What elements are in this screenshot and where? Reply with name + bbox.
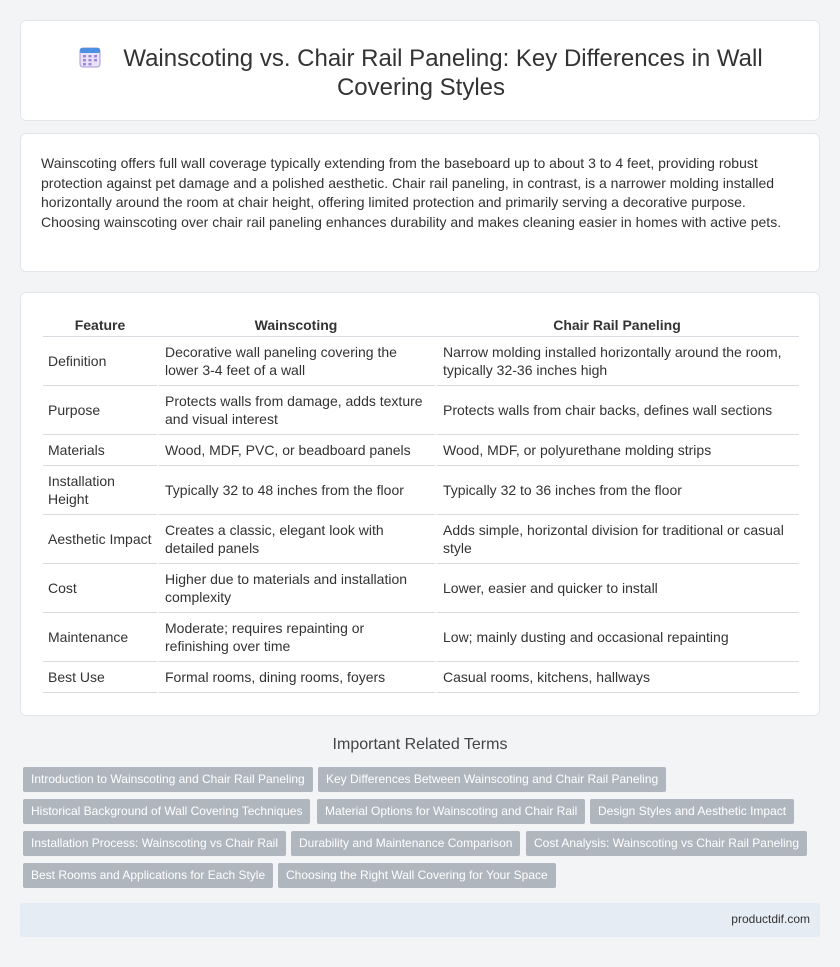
table-row [43, 337, 799, 386]
table-row [43, 613, 799, 662]
chair-rail-cell: Protects walls from chair backs, defines wall sections [435, 386, 799, 435]
feature-cell: Purpose [43, 386, 157, 435]
header-feature: Feature [43, 311, 157, 337]
table-header-row [43, 311, 799, 337]
wainscoting-cell: Creates a classic, elegant look with detailed panels [157, 515, 435, 564]
header-wainscoting: Wainscoting [157, 311, 435, 337]
related-tag-installation-process[interactable]: Installation Process: Wainscoting vs Chair Rail [23, 831, 286, 856]
chair-rail-cell: Narrow molding installed horizontally around the room, typically 32-36 inches high [435, 337, 799, 386]
feature-cell: Definition [43, 337, 157, 386]
related-terms-title: Important Related Terms [332, 736, 508, 753]
related-tag-design-styles[interactable]: Design Styles and Aesthetic Impact [590, 799, 794, 824]
table-row [43, 515, 799, 564]
wainscoting-cell: Formal rooms, dining rooms, foyers [157, 662, 435, 693]
related-tag-durability-maintenance[interactable]: Durability and Maintenance Comparison [291, 831, 520, 856]
footer-bar [20, 903, 820, 937]
chair-rail-cell: Adds simple, horizontal division for traditional or casual style [435, 515, 799, 564]
intro-card [20, 133, 820, 272]
feature-cell: Cost [43, 564, 157, 613]
wainscoting-cell: Decorative wall paneling covering the lower 3-4 feet of a wall [157, 337, 435, 386]
table-row [43, 466, 799, 515]
related-tag-material-options[interactable]: Material Options for Wainscoting and Chair Rail [317, 799, 585, 824]
intro-paragraph: Wainscoting offers full wall coverage typically extending from the baseboard up to about 3 to 4 feet, providing robust protection against pet damage and a polished aesthetic. Chair rail paneling, in contrast, is a narrower molding installed horizontally around the room at chair height, offering limited protection and primarily serving a decorative purpose. Choosing wainscoting over chair rail paneling enhances durability and makes cleaning easier in homes with active pets. [41, 155, 782, 230]
feature-cell: Best Use [43, 662, 157, 693]
page-title [21, 44, 821, 102]
wainscoting-cell: Wood, MDF, PVC, or beadboard panels [157, 435, 435, 466]
related-tag-introduction[interactable]: Introduction to Wainscoting and Chair Rail Paneling [23, 767, 313, 792]
chair-rail-cell: Wood, MDF, or polyurethane molding strips [435, 435, 799, 466]
comparison-table-card [20, 292, 820, 716]
feature-cell: Materials [43, 435, 157, 466]
table-row [43, 435, 799, 466]
wainscoting-cell: Moderate; requires repainting or refinishing over time [157, 613, 435, 662]
chair-rail-cell: Lower, easier and quicker to install [435, 564, 799, 613]
related-tag-key-differences[interactable]: Key Differences Between Wainscoting and Chair Rail Paneling [318, 767, 666, 792]
table-row [43, 564, 799, 613]
feature-cell: Aesthetic Impact [43, 515, 157, 564]
title-wrap [21, 44, 821, 102]
feature-cell: Installation Height [43, 466, 157, 515]
chair-rail-cell: Low; mainly dusting and occasional repainting [435, 613, 799, 662]
wainscoting-cell: Protects walls from damage, adds texture and visual interest [157, 386, 435, 435]
table-row [43, 662, 799, 693]
footer-site-link[interactable]: productdif.com [731, 912, 810, 926]
related-tag-cost-analysis[interactable]: Cost Analysis: Wainscoting vs Chair Rail Paneling [526, 831, 807, 856]
calendar-icon [79, 46, 101, 68]
wainscoting-cell: Typically 32 to 48 inches from the floor [157, 466, 435, 515]
header-card [20, 20, 820, 121]
comparison-table [43, 311, 799, 693]
table-row [43, 386, 799, 435]
header-chair-rail: Chair Rail Paneling [435, 311, 799, 337]
feature-cell: Maintenance [43, 613, 157, 662]
title-line-1: Wainscoting vs. Chair Rail Paneling: Key Differences in Wall [123, 45, 763, 72]
related-tag-historical-background[interactable]: Historical Background of Wall Covering Techniques [23, 799, 310, 824]
title-line-2: Covering Styles [336, 74, 506, 101]
related-tag-choosing-wall-covering[interactable]: Choosing the Right Wall Covering for Your Space [278, 863, 556, 888]
related-tag-best-rooms[interactable]: Best Rooms and Applications for Each Style [23, 863, 273, 888]
chair-rail-cell: Casual rooms, kitchens, hallways [435, 662, 799, 693]
wainscoting-cell: Higher due to materials and installation complexity [157, 564, 435, 613]
chair-rail-cell: Typically 32 to 36 inches from the floor [435, 466, 799, 515]
